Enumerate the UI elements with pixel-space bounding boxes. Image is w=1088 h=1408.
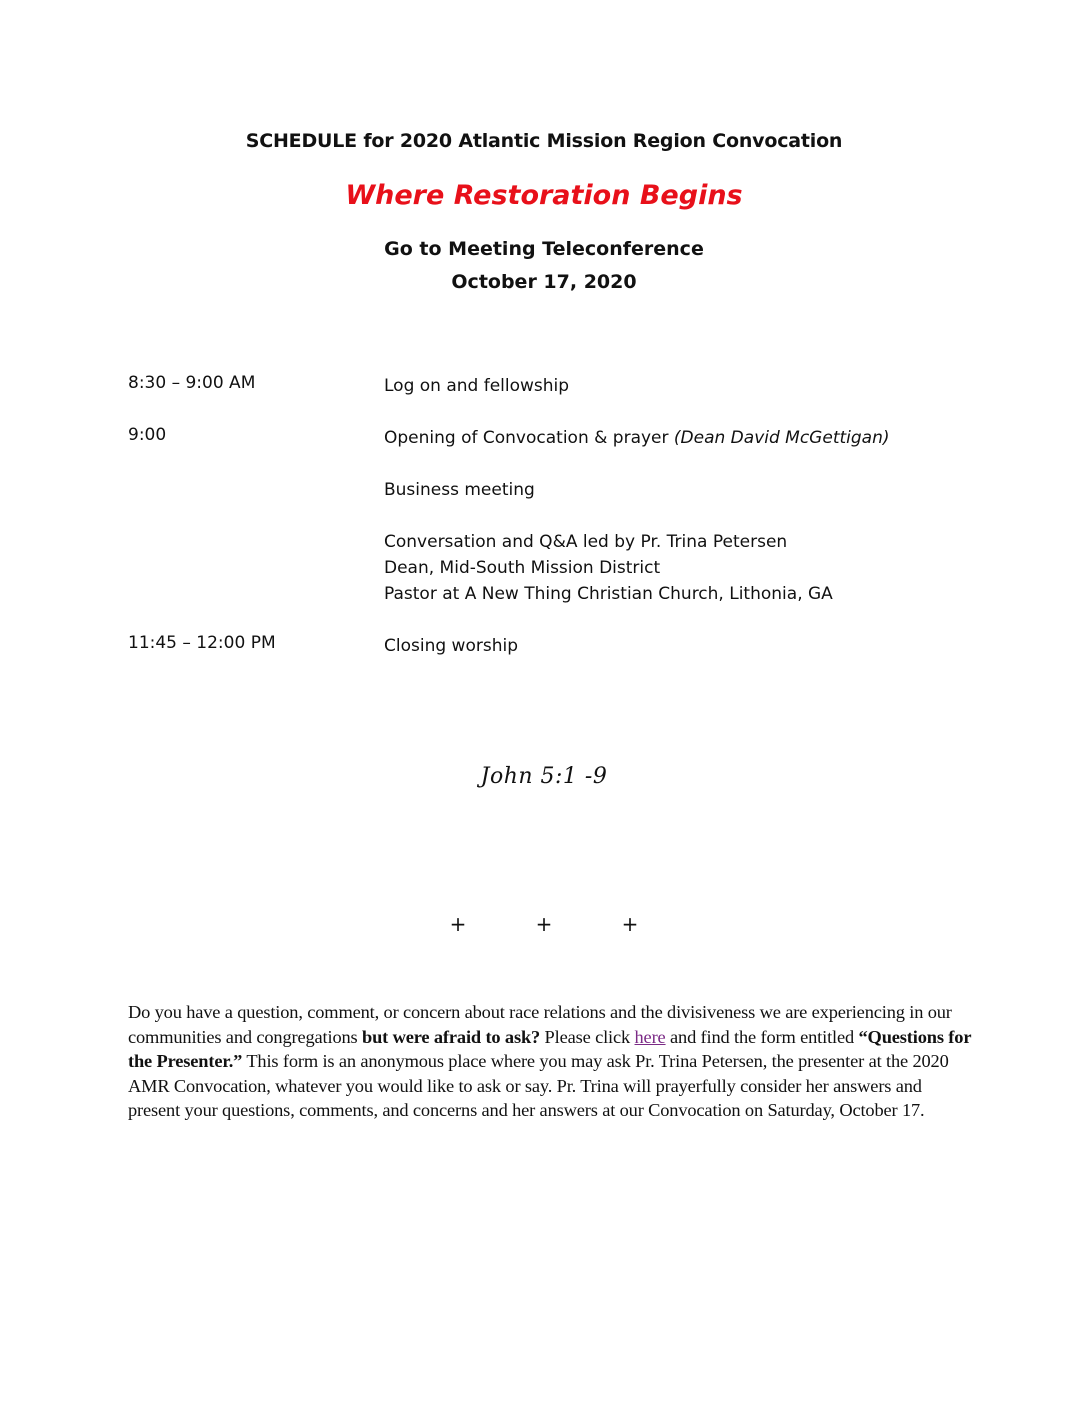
- questions-paragraph: [128, 1000, 978, 1123]
- schedule-time: 8:30 – 9:00 AM: [128, 373, 256, 393]
- schedule-line: Closing worship: [384, 636, 518, 656]
- schedule-line: [384, 425, 1008, 451]
- scripture-reference: John 5:1 -9: [480, 764, 608, 789]
- schedule-time: 11:45 – 12:00 PM: [128, 633, 276, 653]
- cross-icon: +: [621, 912, 639, 936]
- schedule-line: Business meeting: [384, 480, 535, 500]
- schedule-description: [384, 373, 1008, 399]
- schedule-time: 9:00: [128, 425, 167, 445]
- cross-divider: [0, 912, 1088, 936]
- schedule-row: [128, 633, 1008, 659]
- schedule-line-text: Opening of Convocation & prayer: [384, 428, 674, 448]
- document-title: SCHEDULE for 2020 Atlantic Mission Region Convocation: [245, 130, 843, 152]
- schedule-row: [128, 529, 1008, 607]
- schedule-line: Pastor at A New Thing Christian Church, Lithonia, GA: [384, 584, 833, 604]
- schedule-row: [128, 373, 1008, 399]
- schedule-line-note: (Dean David McGettigan): [673, 428, 890, 448]
- meeting-format: Go to Meeting Teleconference: [384, 238, 704, 260]
- schedule-line: Log on and fellowship: [384, 376, 570, 396]
- event-date: October 17, 2020: [451, 271, 637, 293]
- schedule-description: [384, 633, 1008, 659]
- schedule-list: [128, 373, 1008, 685]
- paragraph-emphasis: but were afraid to ask?: [362, 1026, 541, 1047]
- schedule-line: Conversation and Q&A led by Pr. Trina Petersen: [384, 532, 788, 552]
- schedule-row: [128, 477, 1008, 503]
- schedule-line: Dean, Mid-South Mission District: [384, 558, 661, 578]
- cross-icon: +: [449, 912, 467, 936]
- cross-icon: +: [535, 912, 553, 936]
- paragraph-text: Do you have a question, comment, or concern about race relations and the divisiveness we are experiencing in our communities and congregations: [128, 1002, 952, 1047]
- schedule-description: [384, 477, 1008, 503]
- paragraph-text: This form is an anonymous place where you may ask Pr. Trina Petersen, the presenter at the 2020 AMR Convocation, whatever you would like to ask or say. Pr. Trina will prayerfully consider her answers and present your questions, comments, and concerns and her answers at our Convocation on Saturday, October 17.: [128, 1051, 949, 1121]
- schedule-description: [384, 425, 1008, 451]
- paragraph-text: and find the form entitled: [665, 1026, 859, 1047]
- paragraph-text: Please click: [540, 1026, 635, 1047]
- schedule-row: [128, 425, 1008, 451]
- form-link[interactable]: here: [634, 1026, 666, 1047]
- form-title: “Questions for the Presenter.”: [128, 1026, 972, 1072]
- schedule-description: [384, 529, 1008, 607]
- event-tagline: Where Restoration Begins: [345, 180, 743, 211]
